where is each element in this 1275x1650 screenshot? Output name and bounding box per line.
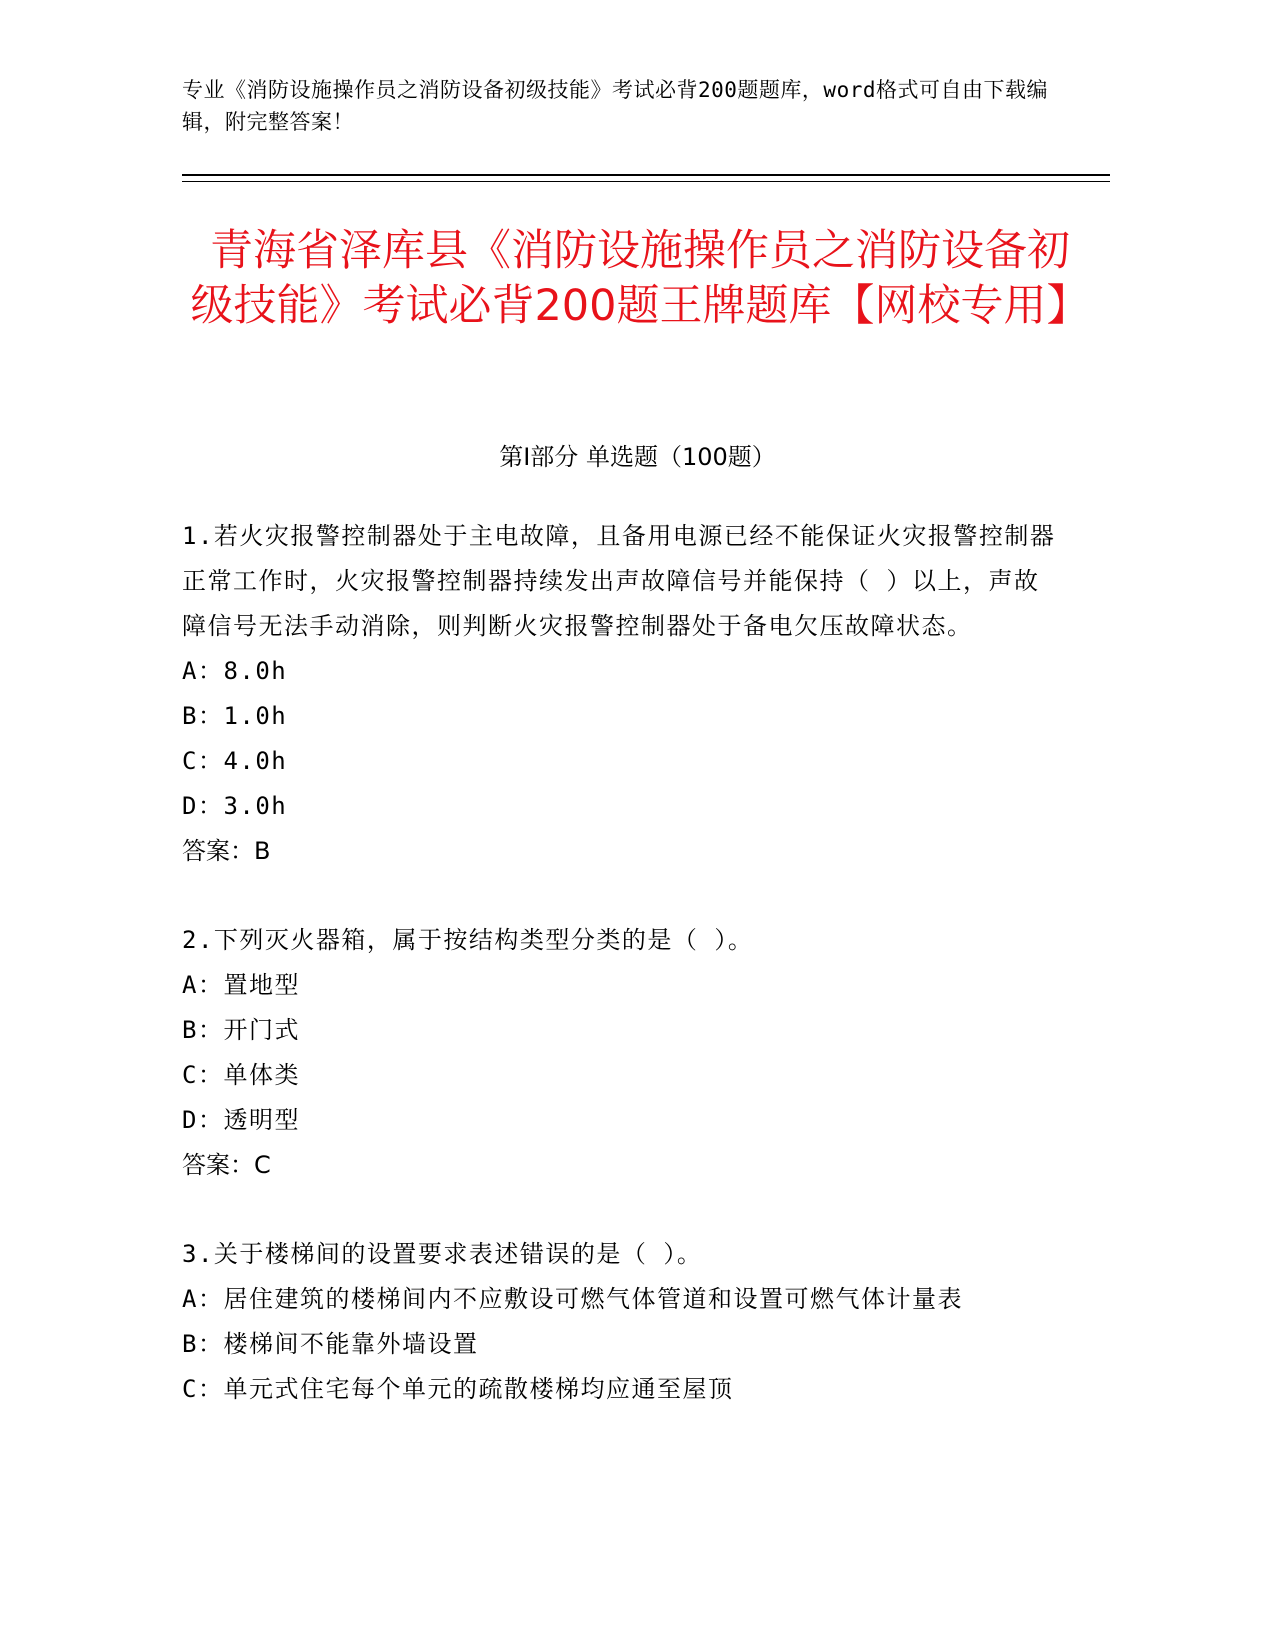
option-d: D：3.0h bbox=[182, 792, 288, 820]
question-1 bbox=[182, 514, 1062, 874]
answer-text: 答案：B bbox=[182, 837, 271, 865]
question-stem: 2.下列灭火器箱，属于按结构类型分类的是（ ）。 bbox=[182, 926, 754, 954]
option-a: A：8.0h bbox=[182, 657, 288, 685]
question-3 bbox=[182, 1232, 1062, 1412]
option-a: A：居住建筑的楼梯间内不应敷设可燃气体管道和设置可燃气体计量表 bbox=[182, 1285, 963, 1313]
option-a: A：置地型 bbox=[182, 971, 300, 999]
header-rule-thick bbox=[182, 174, 1110, 176]
question-stem: 1.若火灾报警控制器处于主电故障，且备用电源已经不能保证火灾报警控制器正常工作时，火灾报警控制器持续发出声故障信号并能保持（ ）以上，声故障信号无法手动消除，则判断火灾报警控制器处于备电欠压故障状态。 bbox=[182, 522, 1056, 640]
option-d: D：透明型 bbox=[182, 1106, 300, 1134]
question-list bbox=[182, 514, 1062, 1456]
header-rule-thin bbox=[182, 181, 1110, 182]
section-heading: 第Ⅰ部分 单选题（100题） bbox=[499, 443, 776, 471]
option-b: B：1.0h bbox=[182, 702, 288, 730]
question-2 bbox=[182, 918, 1062, 1188]
option-c: C：单元式住宅每个单元的疏散楼梯均应通至屋顶 bbox=[182, 1375, 734, 1403]
document-title: 青海省泽库县《消防设施操作员之消防设备初级技能》考试必背200题王牌题库【网校专用】 bbox=[190, 226, 1090, 331]
header-note: 专业《消防设施操作员之消防设备初级技能》考试必背200题题库，word格式可自由下载编辑，附完整答案！ bbox=[182, 78, 1048, 134]
option-c: C：4.0h bbox=[182, 747, 288, 775]
option-b: B：开门式 bbox=[182, 1016, 300, 1044]
option-b: B：楼梯间不能靠外墙设置 bbox=[182, 1330, 479, 1358]
option-c: C：单体类 bbox=[182, 1061, 300, 1089]
answer-text: 答案：C bbox=[182, 1151, 271, 1179]
question-stem: 3.关于楼梯间的设置要求表述错误的是（ ）。 bbox=[182, 1240, 703, 1268]
